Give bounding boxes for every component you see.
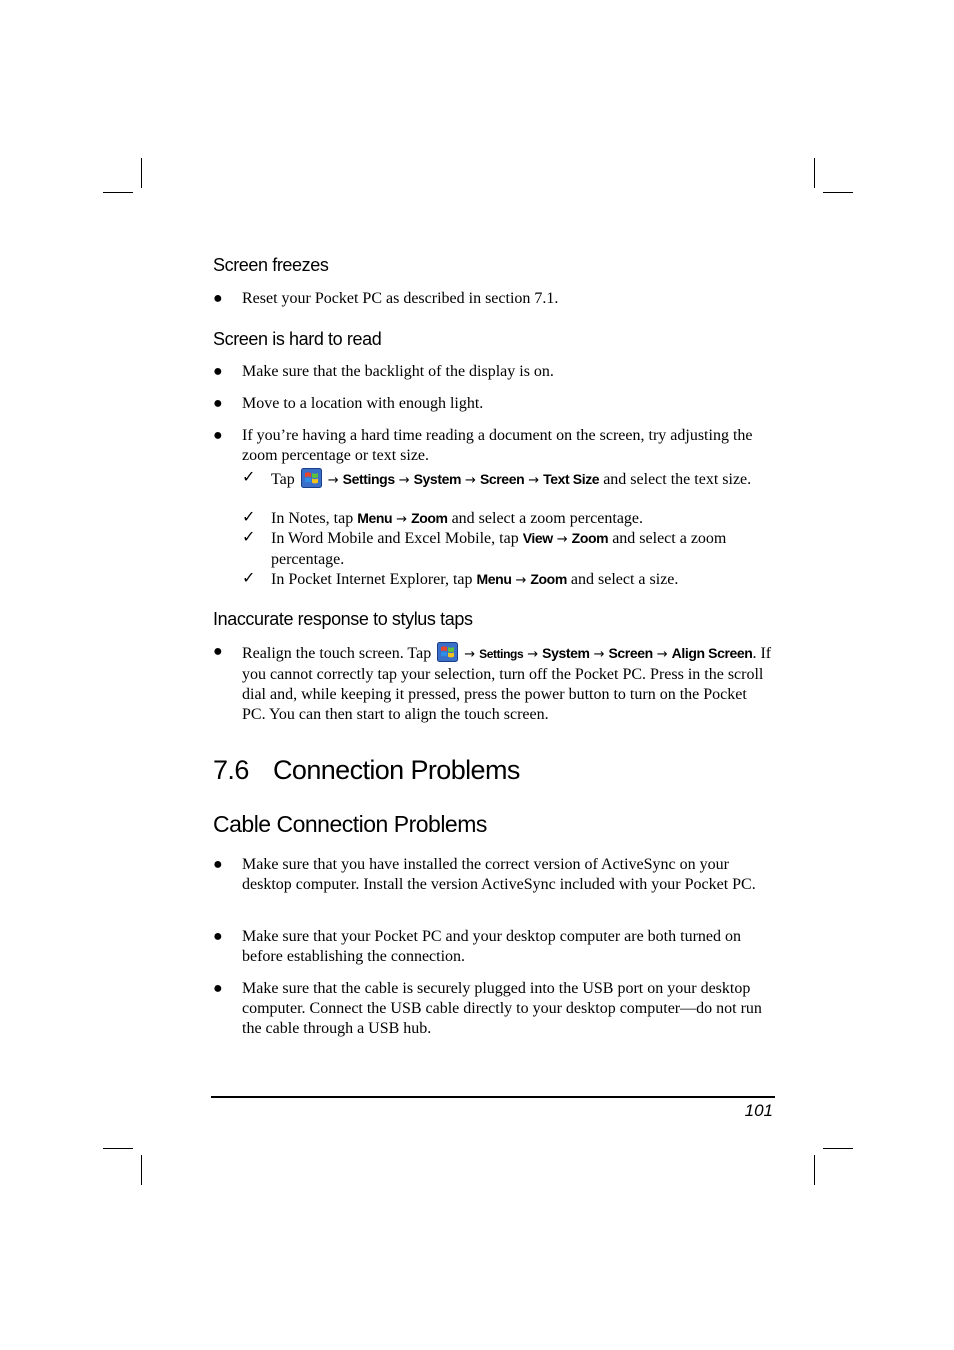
crop-mark [814,158,815,188]
menu-path-screen: Screen [479,471,525,487]
bullet-icon: ● [213,290,223,307]
footer-rule [211,1096,775,1098]
crop-mark [103,192,133,193]
list-item: ● If you’re having a hard time reading a document on the screen, try adjusting the zoom percentage or text size. [213,427,753,464]
page-number: 101 [744,1101,773,1120]
windows-start-icon [437,642,458,662]
menu-path-menu: Menu [476,571,512,587]
bullet-icon: ● [213,427,223,444]
bullet-icon: ● [213,980,223,997]
arrow-icon: → [396,512,408,527]
list-item: ● Make sure that the cable is securely plugged into the USB port on your desktop computer. Connect the USB cable directly to your desktop computer—do not run the cable through a USB hub. [213,980,762,1037]
section-heading-cable: Cable Connection Problems [213,811,487,837]
bullet-icon: ● [213,643,223,660]
subheading-screen-hard-to-read: Screen is hard to read [213,329,382,349]
crop-mark [103,1148,133,1149]
menu-path-menu: Menu [357,510,393,526]
check-item-internet-explorer: ✓ In Pocket Internet Explorer, tap Menu → Zoom and select a size. [242,570,679,588]
crop-mark [141,1155,142,1185]
bullet-icon: ● [213,928,223,945]
arrow-icon: → [556,532,568,547]
chapter-heading [213,755,520,786]
crop-mark [814,1155,815,1185]
arrow-icon: → [527,647,539,662]
arrow-icon: → [515,573,527,588]
menu-path-view: View [522,530,553,546]
crop-mark [141,158,142,188]
menu-path-settings: Settings [342,471,395,487]
menu-path-system: System [542,645,590,661]
menu-path-zoom: Zoom [530,571,567,587]
arrow-icon: → [593,647,605,662]
list-item: ● Reset your Pocket PC as described in section 7.1. [213,290,559,307]
check-icon: ✓ [242,509,256,526]
arrow-icon: → [465,473,476,488]
check-icon: ✓ [242,529,256,546]
check-item-word-excel: ✓ In Word Mobile and Excel Mobile, tap View → Zoom and select a zoom percentage. [242,529,727,568]
subheading-stylus-taps: Inaccurate response to stylus taps [213,609,473,629]
bullet-icon: ● [213,363,223,380]
arrow-icon: → [327,473,339,488]
menu-path-zoom: Zoom [411,510,448,526]
check-item-text-size: ✓ Tap → Settings → System → Screen → Text Size and select the text size. [242,469,752,488]
list-item: ● Realign the touch screen. Tap → Settings → System → Screen → Align Screen. If you cannot correctly tap your selection, turn off the Pocket PC. Press in the scroll dial and, while keeping it pressed, press the power button to turn on the Pocket PC. You can then start to align the touch screen. [213,643,772,723]
chapter-title: Connection Problems [273,755,520,785]
crop-mark [823,1148,853,1149]
arrow-icon: → [464,647,476,662]
windows-start-icon [301,468,322,488]
menu-path-text-size: Text Size [543,471,600,487]
menu-path-system: System [413,471,462,487]
check-item-notes: ✓ In Notes, tap Menu → Zoom and select a zoom percentage. [242,509,644,527]
check-icon: ✓ [242,469,256,486]
bullet-icon: ● [213,856,223,873]
arrow-icon: → [398,473,410,488]
menu-path-settings: Settings [479,647,524,661]
bullet-icon: ● [213,395,223,412]
menu-path-zoom: Zoom [571,530,609,546]
arrow-icon: → [528,473,540,488]
chapter-number: 7.6 [213,755,249,785]
menu-path-screen: Screen [608,645,653,661]
list-item: ● Make sure that your Pocket PC and your desktop computer are both turned on before establishing the connection. [213,928,741,965]
check-icon: ✓ [242,570,256,587]
crop-mark [823,192,853,193]
subheading-screen-freezes: Screen freezes [213,255,329,275]
list-item: ● Move to a location with enough light. [213,395,484,412]
list-item: ● Make sure that you have installed the correct version of ActiveSync on your desktop computer. Install the version ActiveSync included with your Pocket PC. [213,856,756,893]
arrow-icon: → [656,647,668,662]
list-item: ● Make sure that the backlight of the display is on. [213,363,554,380]
menu-path-align-screen: Align Screen [671,645,753,661]
